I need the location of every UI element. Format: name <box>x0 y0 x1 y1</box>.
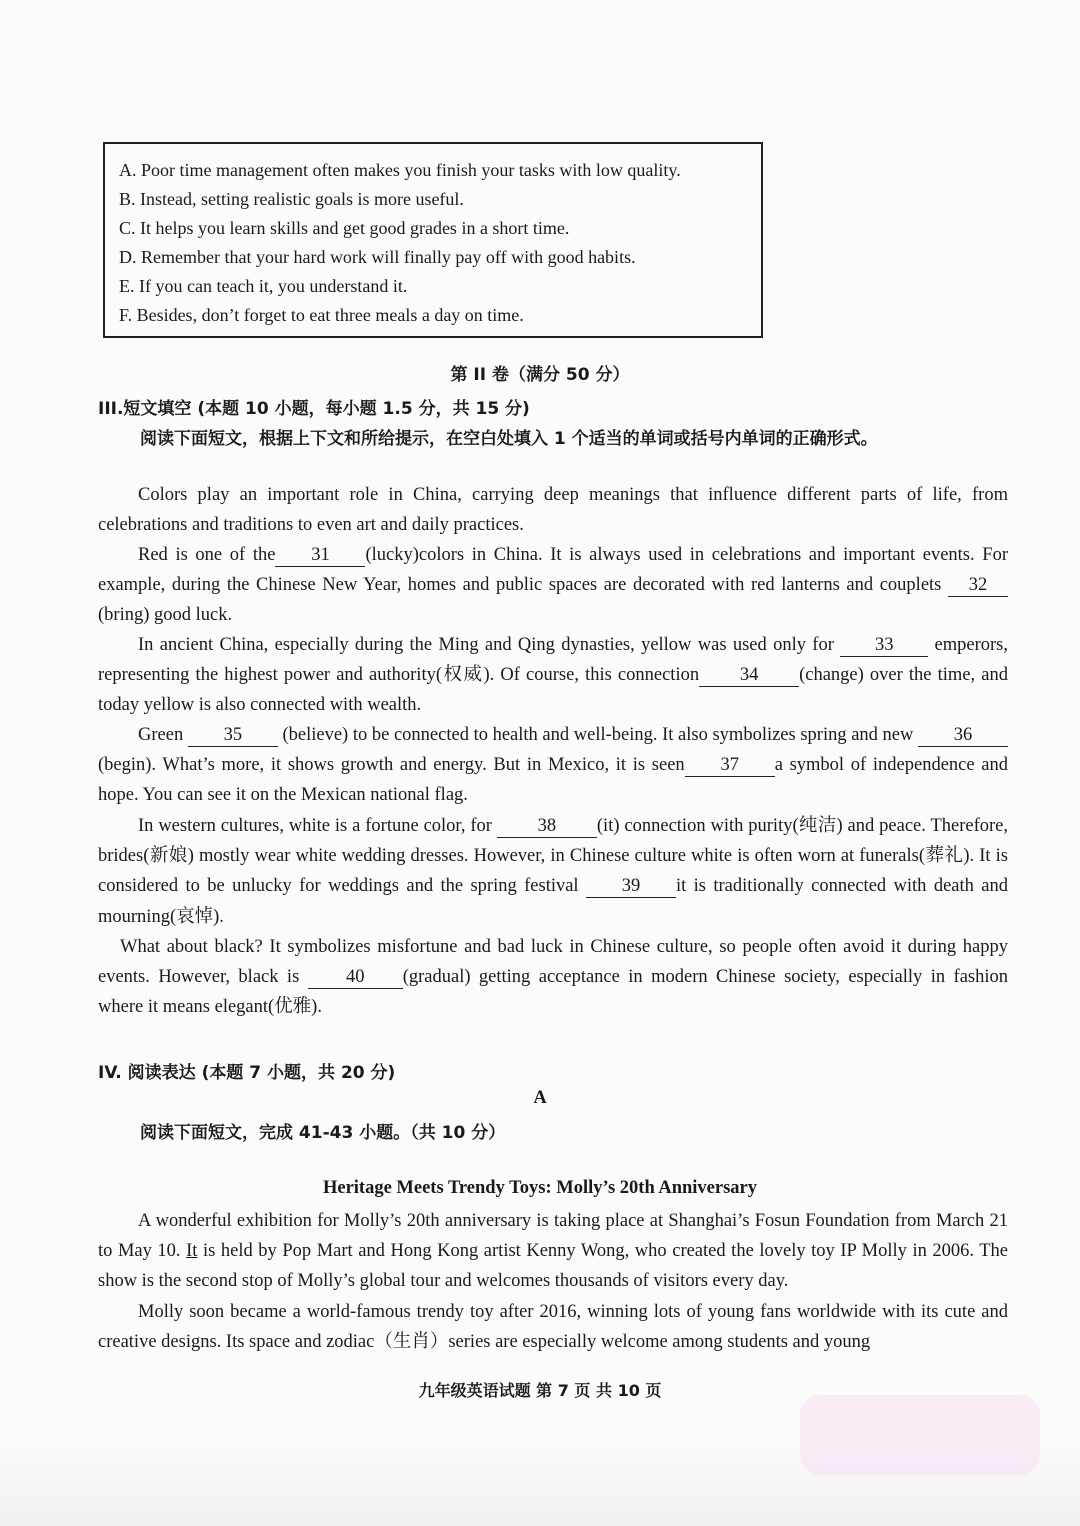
part-label: A <box>533 1088 547 1108</box>
option-c: C. It helps you learn skills and get good grades in a short time. <box>119 218 570 238</box>
passage-paragraph: A wonderful exhibition for Molly’s 20th anniversary is taking place at Shanghai’s Fosun Foundation from March 21 to May 10. It is held by Pop Mart and Hong Kong artist Kenny Wong, who created the lovely toy IP Molly in 2006. The show is the second stop of Molly’s global tour and welcomes thousands of visitors every day. <box>98 1211 1008 1292</box>
passage-paragraph: Green 35 (believe) to be connected to health and well-being. It also symbolizes spring and new 36(begin). What’s more, it shows growth and energy. But in Mexico, it is seen 37 a symbol of independence and hope. You can see it on the Mexican national flag. <box>98 725 1008 806</box>
underlined-it: It <box>186 1241 198 1262</box>
blank-36[interactable]: 36 <box>918 724 1008 747</box>
blank-34[interactable]: 34 <box>699 664 799 687</box>
volume-title: 第 II 卷（满分 50 分） <box>450 365 630 385</box>
option-a: A. Poor time management often makes you finish your tasks with low quality. <box>119 160 681 180</box>
blank-35[interactable]: 35 <box>188 724 278 747</box>
blank-37[interactable]: 37 <box>685 754 775 777</box>
scan-tint <box>800 1395 1040 1475</box>
passage-paragraph: In western cultures, white is a fortune color, for 38 (it) connection with purity(纯洁) and peace. Therefore, brides(新娘) mostly wear white wedding dresses. However, in Chinese culture white is often worn at funerals(葬礼). It is considered to be unlucky for weddings and the spring festival 39 it is traditionally connected with death and mourning(哀悼). <box>98 816 1009 927</box>
section4-instruction: 阅读下面短文，完成 41-43 小题。（共 10 分） <box>140 1123 506 1143</box>
passage-paragraph: Colors play an important role in China, carrying deep meanings that influence different parts of life, from celebrations and traditions to even art and daily practices. <box>98 485 1008 536</box>
section3-heading: III.短文填空 (本题 10 小题，每小题 1.5 分，共 15 分) <box>98 399 530 419</box>
passage-title: Heritage Meets Trendy Toys: Molly’s 20th Anniversary <box>322 1178 758 1198</box>
blank-39[interactable]: 39 <box>586 875 676 898</box>
option-b: B. Instead, setting realistic goals is more useful. <box>119 189 464 209</box>
blank-32[interactable]: 32 <box>948 574 1008 597</box>
section3-instruction: 阅读下面短文，根据上下文和所给提示，在空白处填入 1 个适当的单词或括号内单词的正确形式。 <box>140 429 878 449</box>
section4-heading: IV. 阅读表达 (本题 7 小题，共 20 分) <box>98 1063 396 1083</box>
options-box <box>103 142 763 338</box>
blank-33[interactable]: 33 <box>840 634 928 657</box>
passage-paragraph: Molly soon became a world-famous trendy toy after 2016, winning lots of young fans worldwide with its cute and creative designs. Its space and zodiac（生肖）series are especially welcome among students and young <box>98 1302 1008 1353</box>
blank-40[interactable]: 40 <box>308 966 403 989</box>
option-e: E. If you can teach it, you understand it. <box>119 276 408 296</box>
blank-31[interactable]: 31 <box>275 544 365 567</box>
passage-paragraph: In ancient China, especially during the Ming and Qing dynasties, yellow was used only for 33 emperors, representing the highest power and authority(权威). Of course, this connection 34 (change) over the time, and today yellow is also connected with wealth. <box>98 635 1008 716</box>
blank-38[interactable]: 38 <box>497 815 597 838</box>
passage-paragraph: Red is one of the 31 (lucky)colors in China. It is always used in celebrations and important events. For example, during the Chinese New Year, homes and public spaces are decorated with red lanterns and couplets 32(bring) good luck. <box>98 545 1008 626</box>
option-f: F. Besides, don’t forget to eat three meals a day on time. <box>119 305 524 325</box>
option-d: D. Remember that your hard work will finally pay off with good habits. <box>119 247 636 267</box>
passage-paragraph: What about black? It symbolizes misfortune and bad luck in Chinese culture, so people often avoid it during happy events. However, black is 40 (gradual) getting acceptance in modern Chinese society, especially in fashion where it means elegant(优雅). <box>98 937 1009 1018</box>
page-footer: 九年级英语试题 第 7 页 共 10 页 <box>418 1381 662 1400</box>
